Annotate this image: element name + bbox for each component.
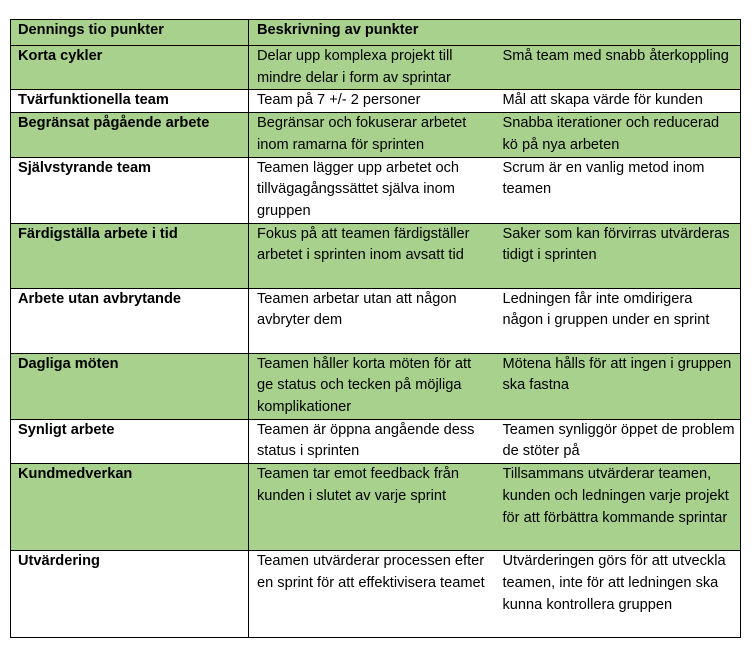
point-name-cell: Dagliga möten (11, 353, 249, 419)
table-row (11, 353, 741, 419)
point-description-cell: Teamen arbetar utan att någon avbryter dem (249, 288, 495, 353)
point-name-cell: Utvärdering (11, 551, 249, 638)
point-name-cell: Synligt arbete (11, 419, 249, 463)
point-comment-cell: Saker som kan förvirras utvärderas tidigt i sprinten (495, 223, 741, 288)
point-description-cell: Begränsar och fokuserar arbetet inom ramarna för sprinten (249, 113, 495, 157)
point-comment-cell: Teamen synliggör öppet de problem de stöter på (495, 419, 741, 463)
table-header (11, 20, 741, 46)
point-name-cell: Självstyrande team (11, 157, 249, 223)
point-comment-cell: Mötena hålls för att ingen i gruppen ska fastna (495, 353, 741, 419)
point-description-cell: Team på 7 +/- 2 personer (249, 90, 495, 113)
point-description-cell: Teamen lägger upp arbetet och tillvägagångssättet själva inom gruppen (249, 157, 495, 223)
point-name-cell: Begränsat pågående arbete (11, 113, 249, 157)
table-row (11, 90, 741, 113)
point-comment-cell: Snabba iterationer och reducerad kö på nya arbeten (495, 113, 741, 157)
point-description-cell: Fokus på att teamen färdigställer arbetet i sprinten inom avsatt tid (249, 223, 495, 288)
point-description-cell: Teamen utvärderar processen efter en sprint för att effektivisera teamet (249, 551, 495, 638)
table-row (11, 419, 741, 463)
point-description-cell: Teamen håller korta möten för att ge status och tecken på möjliga komplikationer (249, 353, 495, 419)
table-row (11, 46, 741, 90)
point-name-cell: Kundmedverkan (11, 464, 249, 551)
point-comment-cell: Utvärderingen görs för att utveckla teamen, inte för att ledningen ska kunna kontrollera gruppen (495, 551, 741, 638)
point-description-cell: Delar upp komplexa projekt till mindre delar i form av sprintar (249, 46, 495, 90)
header-points: Dennings tio punkter (11, 20, 249, 46)
table-row (11, 288, 741, 353)
point-comment-cell: Mål att skapa värde för kunden (495, 90, 741, 113)
denning-points-table-container (10, 19, 740, 638)
table-row (11, 551, 741, 638)
table-row (11, 464, 741, 551)
table-row (11, 157, 741, 223)
point-comment-cell: Ledningen får inte omdirigera någon i gruppen under en sprint (495, 288, 741, 353)
table-row (11, 113, 741, 157)
header-row (11, 20, 741, 46)
point-description-cell: Teamen tar emot feedback från kunden i slutet av varje sprint (249, 464, 495, 551)
header-description: Beskrivning av punkter (249, 20, 741, 46)
point-comment-cell: Små team med snabb återkoppling (495, 46, 741, 90)
point-name-cell: Färdigställa arbete i tid (11, 223, 249, 288)
point-description-cell: Teamen är öppna angående dess status i sprinten (249, 419, 495, 463)
point-name-cell: Korta cykler (11, 46, 249, 90)
denning-points-table (10, 19, 741, 638)
point-comment-cell: Tillsammans utvärderar teamen, kunden och ledningen varje projekt för att förbättra kommande sprintar (495, 464, 741, 551)
point-comment-cell: Scrum är en vanlig metod inom teamen (495, 157, 741, 223)
point-name-cell: Arbete utan avbrytande (11, 288, 249, 353)
point-name-cell: Tvärfunktionella team (11, 90, 249, 113)
table-body (11, 46, 741, 638)
table-row (11, 223, 741, 288)
